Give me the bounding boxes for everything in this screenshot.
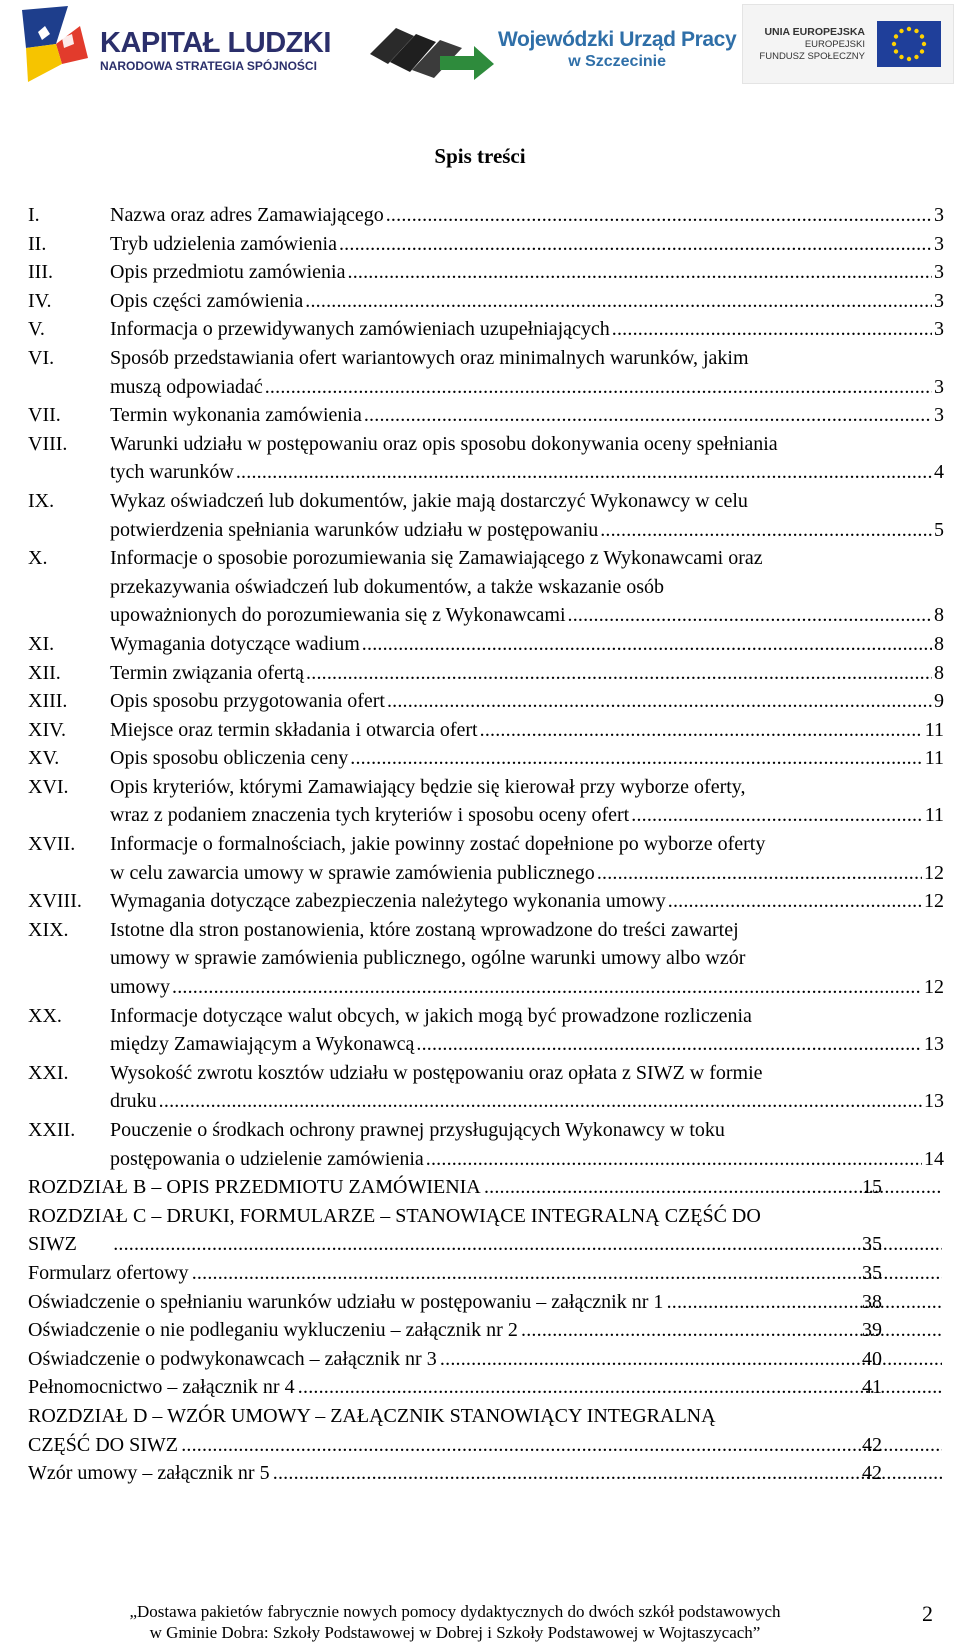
toc-entry-last-line: Pełnomocnictwo – załącznik nr 4 ..... 41 — [110, 1373, 944, 1402]
toc-entry-line: Informacje o formalnościach, jakie powinny zostać dopełnione po wyborze oferty — [110, 833, 766, 856]
toc-page-number: 11 — [924, 804, 944, 827]
toc-entry-last-line: Oświadczenie o spełnianiu warunków udziału w postępowaniu – załącznik nr 1 ..... 38 — [110, 1288, 944, 1317]
toc-entry-line: Warunki udziału w postępowaniu oraz opis sposobu dokonywania oceny spełniania — [110, 432, 778, 455]
toc-entry-title: Wzór umowy – załącznik nr 5 — [28, 1462, 270, 1485]
toc-entry-line: ROZDZIAŁ C – DRUKI, FORMULARZE – STANOWIĄCE INTEGRALNĄ CZĘŚĆ DO — [28, 1204, 761, 1227]
toc-entry-title: Pełnomocnictwo – załącznik nr 4 — [28, 1376, 295, 1399]
toc-entry-title: Wymagania dotyczące zabezpieczenia należytego wykonania umowy — [110, 890, 666, 913]
toc-entry-text — [110, 430, 944, 487]
toc-page-number: 8 — [934, 604, 944, 627]
toc-entry-number: XII. — [28, 661, 61, 684]
toc-entry-line: Informacje o sposobie porozumiewania się Zamawiającego z Wykonawcami oraz — [110, 547, 763, 570]
toc-entry-title: postępowania o udzielenie zamówienia — [110, 1147, 424, 1170]
toc-entry-last-line — [110, 516, 944, 545]
kapital-ludzki-emblem-icon — [18, 4, 94, 86]
toc-entry-title: CZĘŚĆ DO SIWZ — [28, 1433, 178, 1456]
toc-leader-dots — [364, 401, 932, 430]
toc-entry[interactable] — [28, 287, 944, 316]
toc-entry-last-line — [110, 659, 944, 688]
toc-entry-title: Oświadczenie o nie podleganiu wykluczeniu – załącznik nr 2 — [28, 1319, 518, 1342]
toc-entry-text — [110, 344, 944, 401]
toc-page-number: 9 — [934, 690, 944, 713]
toc-entry-title: Miejsce oraz termin składania i otwarcia ofert — [110, 718, 478, 741]
toc-leader-dots — [600, 516, 932, 545]
toc-entry-title: Nazwa oraz adres Zamawiającego — [110, 204, 384, 226]
kapital-ludzki-subtitle: NARODOWA STRATEGIA SPÓJNOŚCI — [100, 59, 317, 73]
toc-entry-text — [28, 1316, 944, 1345]
page-number: 2 — [922, 1601, 933, 1626]
toc-entry-text — [110, 258, 944, 287]
toc-leader-dots — [112, 1230, 942, 1259]
toc-entry-last-line — [110, 230, 944, 259]
toc-entry-number: XX. — [28, 1004, 62, 1027]
toc-entry-last-line — [110, 801, 944, 830]
toc-entry-line: Sposób przedstawiania ofert wariantowych oraz minimalnych warunków, jakim — [110, 346, 749, 369]
toc-entry-number: III. — [28, 261, 53, 284]
toc-entry-last-line: Oświadczenie o podwykonawcach – załącznik nr 3 ..... 40 — [110, 1345, 944, 1374]
toc-entry-title: Opis przedmiotu zamówienia — [110, 261, 346, 284]
toc-entry[interactable] — [28, 887, 944, 916]
toc-leader-dots — [568, 601, 932, 630]
toc-page-number: 4 — [934, 461, 944, 484]
toc-entry[interactable] — [28, 716, 944, 745]
toc-entry[interactable] — [28, 1345, 944, 1374]
toc-entry-last-line — [110, 458, 944, 487]
toc-leader-dots — [631, 801, 922, 830]
toc-entry-text — [110, 201, 944, 230]
toc-page-number: 3 — [934, 375, 944, 398]
toc-entry-line: przekazywania oświadczeń lub dokumentów, a także wskazanie osób — [110, 575, 665, 598]
toc-entry-text — [110, 1059, 944, 1116]
toc-page-number: 11 — [924, 747, 944, 770]
toc-leader-dots — [236, 458, 932, 487]
eu-subtitle-2: FUNDUSZ SPOŁECZNY — [759, 51, 865, 62]
toc-entry-number: XXII. — [28, 1119, 76, 1141]
toc-page-number: 8 — [934, 632, 944, 655]
toc-entry-title: potwierdzenia spełniania warunków udziału w postępowaniu — [110, 518, 599, 541]
toc-entry[interactable] — [28, 1316, 944, 1345]
toc-entry-last-line — [110, 973, 944, 1002]
toc-entry-title: między Zamawiającym a Wykonawcą — [110, 1033, 415, 1056]
toc-entry-text — [110, 887, 944, 916]
toc-entry-last-line — [110, 1030, 944, 1059]
toc-leader-dots — [386, 201, 932, 230]
toc-page-number: 14 — [924, 1147, 944, 1170]
toc-entry-title: Termin związania ofertą — [110, 661, 305, 684]
toc-entry-title: Oświadczenie o podwykonawcach – załącznik nr 3 — [28, 1347, 437, 1370]
toc-entry-title: Informacja o przewidywanych zamówieniach uzupełniających — [110, 318, 610, 341]
toc-entry-text — [110, 401, 944, 430]
toc-entry-text — [110, 830, 944, 887]
toc-entry-last-line — [110, 373, 944, 402]
table-of-contents — [28, 201, 944, 1488]
toc-entry-number: XVI. — [28, 775, 69, 798]
toc-entry-line: Istotne dla stron postanowienia, które zostaną wprowadzone do treści zawartej — [110, 918, 739, 941]
toc-entry[interactable] — [28, 916, 944, 1002]
toc-entry[interactable] — [28, 1402, 944, 1459]
toc-entry-last-line — [110, 630, 944, 659]
toc-leader-dots — [172, 973, 922, 1002]
toc-entry[interactable] — [28, 1173, 944, 1202]
toc-entry-title: w celu zawarcia umowy w sprawie zamówienia publicznego — [110, 861, 595, 884]
toc-entry-number: VIII. — [28, 432, 68, 455]
toc-page-number: 3 — [934, 404, 944, 427]
toc-leader-dots — [159, 1087, 922, 1116]
toc-entry-text — [110, 1002, 944, 1059]
toc-entry[interactable] — [28, 687, 944, 716]
toc-entry-number: VII. — [28, 404, 61, 427]
toc-entry-last-line — [110, 315, 944, 344]
toc-entry-text — [110, 630, 944, 659]
toc-page-number: 12 — [924, 890, 944, 913]
toc-entry-text — [28, 1173, 944, 1202]
toc-entry-line: umowy w sprawie zamówienia publicznego, ogólne warunki umowy albo wzór — [110, 947, 746, 970]
toc-entry[interactable] — [28, 659, 944, 688]
toc-entry-title: upoważnionych do porozumiewania się z Wykonawcami — [110, 604, 566, 627]
toc-entry-last-line: Wzór umowy – załącznik nr 5 ..... 42 — [110, 1459, 944, 1488]
toc-leader-dots — [668, 887, 922, 916]
toc-entry-last-line: ROZDZIAŁ B – OPIS PRZEDMIOTU ZAMÓWIENIA ..... 15 — [110, 1173, 944, 1202]
toc-entry-line: Pouczenie o środkach ochrony prawnej przysługujących Wykonawcy w toku — [110, 1119, 725, 1141]
toc-entry-text — [110, 230, 944, 259]
toc-leader-dots — [297, 1373, 942, 1402]
toc-entry-title: Opis sposobu przygotowania ofert — [110, 690, 385, 713]
toc-leader-dots — [416, 1030, 922, 1059]
toc-page-number: 12 — [924, 861, 944, 884]
toc-entry-last-line — [110, 1087, 944, 1116]
toc-entry-title: Formularz ofertowy — [28, 1261, 189, 1284]
toc-leader-dots — [191, 1259, 942, 1288]
toc-entry-number: IX. — [28, 489, 55, 512]
toc-entry-text — [28, 1202, 944, 1259]
toc-entry[interactable] — [28, 630, 944, 659]
toc-entry-title: Termin wykonania zamówienia — [110, 404, 362, 427]
toc-entry-text — [28, 1459, 944, 1488]
footer-line-2: w Gminie Dobra: Szkoły Podstawowej w Dobrej i Szkoły Podstawowej w Wojtaszycach” — [149, 1623, 761, 1642]
toc-leader-dots — [272, 1459, 942, 1488]
toc-page-number: 3 — [934, 204, 944, 226]
toc-page-number: 13 — [924, 1033, 944, 1056]
toc-page-number: 3 — [934, 261, 944, 284]
toc-entry-text — [110, 687, 944, 716]
toc-entry-last-line — [110, 601, 944, 630]
footer-line-1: „Dostawa pakietów fabrycznie nowych pomocy dydaktycznych do dwóch szkół podstawowych — [129, 1602, 781, 1621]
footer-text — [40, 1601, 870, 1643]
toc-entry[interactable] — [28, 1002, 944, 1059]
toc-entry-title: tych warunków — [110, 461, 234, 484]
toc-page-number: 11 — [924, 718, 944, 741]
eu-title: UNIA EUROPEJSKA — [764, 26, 865, 38]
toc-entry-last-line — [110, 687, 944, 716]
toc-entry-number: XI. — [28, 632, 55, 655]
toc-entry-text — [110, 487, 944, 544]
toc-entry-last-line — [110, 1145, 944, 1174]
toc-entry-text — [110, 916, 944, 1002]
toc-entry[interactable] — [28, 1059, 944, 1116]
toc-entry[interactable] — [28, 1373, 944, 1402]
toc-entry[interactable] — [28, 1202, 944, 1259]
toc-leader-dots — [306, 659, 932, 688]
toc-entry-last-line — [110, 401, 944, 430]
toc-entry-last-line — [110, 258, 944, 287]
toc-page-number: 8 — [934, 661, 944, 684]
toc-leader-dots — [350, 744, 922, 773]
toc-leader-dots — [339, 230, 932, 259]
toc-entry-text — [110, 1116, 944, 1173]
toc-entry-last-line — [110, 859, 944, 888]
toc-entry-number: II. — [28, 232, 47, 255]
toc-entry-number: XVII. — [28, 833, 76, 856]
kapital-ludzki-logo — [18, 4, 331, 86]
toc-entry[interactable] — [28, 830, 944, 887]
toc-entry-title: Opis sposobu obliczenia ceny — [110, 747, 349, 770]
toc-entry-text — [110, 744, 944, 773]
toc-entry-number: XIX. — [28, 918, 69, 941]
page-header — [0, 0, 960, 92]
toc-entry-number: IV. — [28, 289, 52, 312]
toc-entry-line: Wysokość zwrotu kosztów udziału w postępowaniu oraz opłata z SIWZ w formie — [110, 1061, 763, 1084]
toc-entry-title: wraz z podaniem znaczenia tych kryteriów i sposobu oceny ofert — [110, 804, 630, 827]
toc-entry-last-line: Oświadczenie o nie podleganiu wykluczeniu – załącznik nr 2 ..... 39 — [110, 1316, 944, 1345]
toc-entry-line: Wykaz oświadczeń lub dokumentów, jakie mają dostarczyć Wykonawcy w celu — [110, 489, 748, 512]
toc-leader-dots — [348, 258, 933, 287]
toc-entry[interactable] — [28, 544, 944, 630]
wup-subtitle: w Szczecinie — [568, 53, 667, 70]
toc-leader-dots — [426, 1145, 922, 1174]
eu-flag-icon — [877, 21, 941, 67]
toc-entry-number: XXI. — [28, 1061, 69, 1084]
toc-entry-number: V. — [28, 318, 45, 341]
toc-page-number: 5 — [934, 518, 944, 541]
toc-entry-line: ROZDZIAŁ D – WZÓR UMOWY – ZAŁĄCZNIK STANOWIĄCY INTEGRALNĄ — [28, 1404, 716, 1427]
toc-entry-title: Wymagania dotyczące wadium — [110, 632, 360, 655]
toc-entry-text — [28, 1373, 944, 1402]
toc-entry-last-line: CZĘŚĆ DO SIWZ ..... 42 — [110, 1431, 944, 1460]
toc-leader-dots — [665, 1288, 942, 1317]
toc-entry-last-line — [110, 744, 944, 773]
toc-entry-last-line — [110, 887, 944, 916]
page-title: Spis treści — [434, 144, 526, 168]
toc-entry-text — [28, 1288, 944, 1317]
toc-page-number: 12 — [924, 976, 944, 999]
toc-entry-text — [28, 1345, 944, 1374]
toc-leader-dots — [612, 315, 932, 344]
toc-entry-number: X. — [28, 547, 48, 570]
toc-entry-number: VI. — [28, 346, 55, 369]
toc-entry-text — [28, 1402, 944, 1459]
toc-entry-number: XIV. — [28, 718, 66, 741]
toc-leader-dots — [180, 1431, 942, 1460]
toc-leader-dots — [265, 373, 932, 402]
toc-entry-last-line: Formularz ofertowy ..... 35 — [110, 1259, 944, 1288]
toc-entry[interactable] — [28, 1259, 944, 1288]
toc-entry-line: Opis kryteriów, którymi Zamawiający będzie się kierował przy wyborze oferty, — [110, 775, 746, 798]
toc-entry[interactable] — [28, 230, 944, 259]
toc-entry-title: Opis części zamówienia — [110, 289, 304, 312]
toc-entry[interactable] — [28, 744, 944, 773]
toc-entry-text — [110, 544, 944, 630]
toc-entry-number: XVIII. — [28, 890, 82, 913]
toc-entry[interactable] — [28, 258, 944, 287]
toc-leader-dots — [597, 859, 922, 888]
toc-entry-last-line — [110, 201, 944, 230]
toc-entry-number: I. — [28, 204, 40, 226]
toc-entry-last-line — [110, 287, 944, 316]
toc-entry-last-line: SIWZ ..... 35 — [110, 1230, 944, 1259]
toc-entry-line: Informacje dotyczące walut obcych, w jakich mogą być prowadzone rozliczenia — [110, 1004, 752, 1027]
toc-entry-text — [110, 716, 944, 745]
eu-logo — [742, 4, 954, 84]
toc-page-number: 13 — [924, 1090, 944, 1113]
toc-entry-title: druku — [110, 1090, 157, 1113]
toc-leader-dots — [387, 687, 932, 716]
toc-page-number: 3 — [934, 318, 944, 341]
toc-entry[interactable] — [28, 201, 944, 230]
kapital-ludzki-title: KAPITAŁ LUDZKI — [100, 27, 331, 59]
eu-subtitle-1: EUROPEJSKI — [804, 39, 865, 50]
toc-entry-title: muszą odpowiadać — [110, 375, 263, 398]
toc-entry[interactable] — [28, 487, 944, 544]
toc-entry[interactable] — [28, 773, 944, 830]
toc-entry-title: Oświadczenie o spełnianiu warunków udziału w postępowaniu – załącznik nr 1 — [28, 1290, 664, 1313]
toc-entry-title: ROZDZIAŁ B – OPIS PRZEDMIOTU ZAMÓWIENIA — [28, 1176, 481, 1199]
toc-entry-last-line — [110, 716, 944, 745]
toc-leader-dots — [305, 287, 932, 316]
toc-entry[interactable] — [28, 1288, 944, 1317]
toc-entry-text — [110, 315, 944, 344]
toc-entry-text — [28, 1259, 944, 1288]
toc-leader-dots — [362, 630, 932, 659]
toc-entry[interactable] — [28, 401, 944, 430]
toc-page-number: 3 — [934, 232, 944, 255]
wup-title: Wojewódzki Urząd Pracy — [498, 28, 737, 51]
toc-entry-text — [110, 773, 944, 830]
toc-page-number: 3 — [934, 289, 944, 312]
wup-emblem-icon — [370, 14, 496, 82]
toc-entry[interactable] — [28, 344, 944, 401]
toc-entry-title: Tryb udzielenia zamówienia — [110, 232, 337, 255]
toc-leader-dots — [480, 716, 923, 745]
toc-entry-text — [110, 287, 944, 316]
toc-entry-text — [110, 659, 944, 688]
toc-entry-title: umowy — [110, 976, 170, 999]
toc-entry-number: XIII. — [28, 690, 68, 713]
toc-entry-number: XV. — [28, 747, 60, 770]
toc-entry[interactable] — [28, 315, 944, 344]
toc-entry[interactable] — [28, 1459, 944, 1488]
toc-entry[interactable] — [28, 1116, 944, 1173]
wup-logo — [370, 14, 737, 86]
toc-entry[interactable] — [28, 430, 944, 487]
